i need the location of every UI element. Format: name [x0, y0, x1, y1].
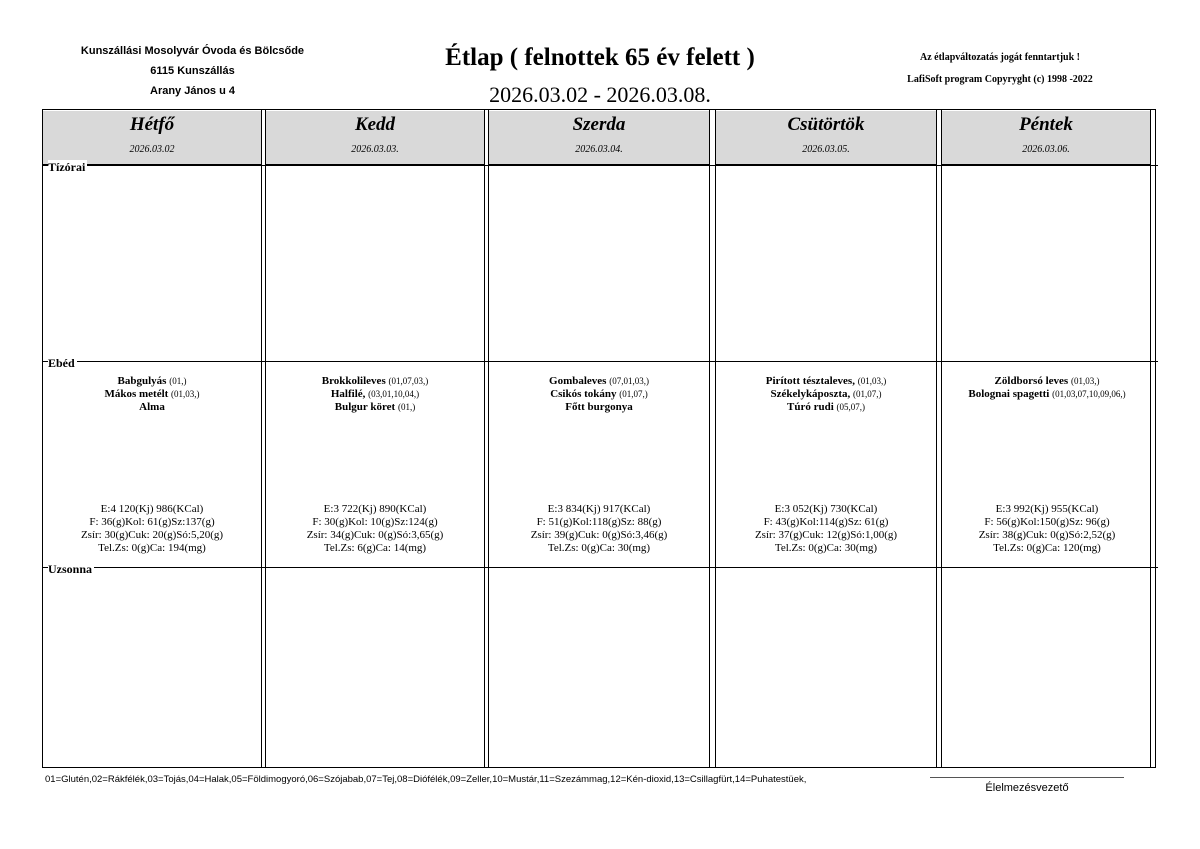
dish-item — [493, 375, 705, 388]
lunch-dishes — [944, 375, 1150, 401]
nutrition-info — [493, 503, 705, 555]
section-label-morning-snack: Tízórai — [48, 160, 86, 174]
dish-allergens: (01,03,) — [857, 376, 887, 386]
day-date: 2026.03.05. — [802, 144, 850, 155]
org-name: Kunszállási Mosolyvár Óvoda és Bölcsőde — [80, 45, 305, 57]
dish-allergens: (07,01,03,) — [609, 376, 649, 386]
nutrition-energy: E:3 834(Kj) 917(KCal) — [547, 503, 651, 515]
day-date: 2026.03.02 — [129, 144, 175, 155]
dish-item — [52, 388, 252, 401]
edge-mark — [1150, 325, 1151, 355]
dish-name: Mákos metélt — [104, 388, 169, 400]
day-date: 2026.03.06. — [1022, 144, 1070, 155]
dish-name: Csikós tokány — [550, 388, 617, 400]
menu-title: Étlap ( felnottek 65 év felett ) — [445, 44, 755, 71]
dish-name: Bolognai spagetti — [968, 388, 1050, 400]
dish-allergens: (01,07,) — [619, 389, 648, 399]
org-street: Arany János u 4 — [150, 85, 235, 97]
nutrition-energy: E:3 992(Kj) 955(KCal) — [995, 503, 1099, 515]
section-label-lunch: Ebéd — [48, 356, 75, 370]
day-date: 2026.03.03. — [351, 144, 399, 155]
dish-allergens: (01,) — [169, 376, 187, 386]
dish-allergens: (01,07,03,) — [388, 376, 429, 386]
dish-item — [720, 401, 932, 414]
dish-name: Főtt burgonya — [565, 401, 633, 413]
dish-name: Székelykáposzta, — [770, 388, 851, 400]
nutrition-fat: Zsír: 39(g)Cuk: 0(g)Só:3,46(g) — [530, 529, 668, 541]
nutrition-protein: F: 51(g)Kol:118(g)Sz: 88(g) — [536, 516, 662, 528]
day-name: Hétfő — [129, 114, 175, 135]
nutrition-energy: E:4 120(Kj) 986(KCal) — [100, 503, 204, 515]
nutrition-info — [944, 503, 1150, 555]
nutrition-calcium: Tel.Zs: 0(g)Ca: 120(mg) — [993, 542, 1101, 554]
nutrition-fat: Zsír: 30(g)Cuk: 20(g)Só:5,20(g) — [80, 529, 224, 541]
nutrition-info — [720, 503, 932, 555]
dish-item — [944, 388, 1150, 401]
section-divider — [42, 567, 1158, 568]
day-column-tuesday — [265, 110, 485, 767]
dish-name: Gombaleves — [549, 375, 607, 387]
dish-name: Pirított tésztaleves, — [765, 375, 855, 387]
nutrition-energy: E:3 722(Kj) 890(KCal) — [323, 503, 427, 515]
dish-allergens: (05,07,) — [836, 402, 865, 412]
dish-item — [52, 401, 252, 414]
dish-item — [493, 401, 705, 414]
lunch-dishes — [720, 375, 932, 414]
dish-item — [52, 375, 252, 388]
nutrition-calcium: Tel.Zs: 0(g)Ca: 194(mg) — [98, 542, 206, 554]
day-column-monday — [42, 110, 262, 767]
dish-name: Brokkolileves — [321, 375, 386, 387]
section-label-afternoon-snack: Uzsonna — [48, 562, 93, 576]
signature-line — [930, 777, 1124, 778]
nutrition-fat: Zsír: 38(g)Cuk: 0(g)Só:2,52(g) — [978, 529, 1116, 541]
dish-item — [270, 375, 480, 388]
nutrition-protein: F: 56(g)Kol:150(g)Sz: 96(g) — [984, 516, 1110, 528]
dish-item — [270, 401, 480, 414]
change-notice: Az étlapváltozatás jogát fenntartjuk ! — [920, 52, 1080, 63]
dish-allergens: (01,03,) — [1070, 376, 1100, 386]
allergen-legend: 01=Glutén,02=Rákfélék,03=Tojás,04=Halak,05=Földimogyoró,06=Szójabab,07=Tej,08=Diófélék,09=Zeller,10=Mustár,11=Szezámmag,12=Kén-dioxid,13=Csillagfürt,14=Puhatestüek, — [45, 774, 807, 785]
dish-allergens: (01,03,) — [171, 389, 200, 399]
day-name: Szerda — [572, 114, 626, 135]
copyright-note: LafiSoft program Copyryght (c) 1998 -2022 — [907, 74, 1093, 85]
section-divider — [42, 165, 1158, 166]
edge-mark — [1150, 720, 1151, 760]
nutrition-protein: F: 43(g)Kol:114(g)Sz: 61(g) — [763, 516, 889, 528]
day-date: 2026.03.04. — [575, 144, 623, 155]
edge-mark — [1150, 275, 1151, 315]
day-header — [942, 111, 1150, 165]
day-header — [716, 111, 936, 165]
day-name: Kedd — [354, 114, 396, 135]
nutrition-protein: F: 36(g)Kol: 61(g)Sz:137(g) — [89, 516, 215, 528]
nutrition-calcium: Tel.Zs: 0(g)Ca: 30(mg) — [774, 542, 878, 554]
lunch-dishes — [270, 375, 480, 414]
dish-allergens: (01,07,) — [853, 389, 882, 399]
dish-item — [720, 388, 932, 401]
day-name: Péntek — [1019, 114, 1073, 135]
dish-allergens: (01,) — [397, 402, 416, 412]
nutrition-calcium: Tel.Zs: 0(g)Ca: 30(mg) — [547, 542, 651, 554]
nutrition-info — [52, 503, 252, 555]
nutrition-fat: Zsír: 34(g)Cuk: 0(g)Só:3,65(g) — [306, 529, 444, 541]
day-column-friday — [941, 110, 1151, 767]
section-divider — [42, 361, 1158, 362]
lunch-dishes — [493, 375, 705, 414]
date-range: 2026.03.02 - 2026.03.08. — [489, 82, 711, 107]
day-header — [266, 111, 484, 165]
dish-item — [944, 375, 1150, 388]
dish-allergens: (01,03,07,10,09,06,) — [1052, 389, 1126, 399]
nutrition-calcium: Tel.Zs: 6(g)Ca: 14(mg) — [323, 542, 427, 554]
dish-name: Zöldborsó leves — [994, 375, 1069, 387]
org-zip-city: 6115 Kunszállás — [150, 65, 235, 77]
day-column-wednesday — [488, 110, 710, 767]
dish-name: Babgulyás — [117, 375, 167, 387]
nutrition-info — [270, 503, 480, 555]
dish-name: Bulgur köret — [334, 401, 396, 413]
dish-item — [493, 388, 705, 401]
nutrition-protein: F: 30(g)Kol: 10(g)Sz:124(g) — [312, 516, 438, 528]
lunch-dishes — [52, 375, 252, 414]
dish-item — [270, 388, 480, 401]
dish-name: Halfilé, — [330, 388, 366, 400]
dish-item — [720, 375, 932, 388]
dish-name: Túró rudi — [786, 401, 834, 413]
day-header — [489, 111, 709, 165]
nutrition-fat: Zsír: 37(g)Cuk: 12(g)Só:1,00(g) — [754, 529, 898, 541]
day-name: Csütörtök — [787, 114, 865, 135]
nutrition-energy: E:3 052(Kj) 730(KCal) — [774, 503, 878, 515]
day-header — [43, 111, 261, 165]
day-column-thursday — [715, 110, 937, 767]
dish-name: Alma — [139, 401, 165, 413]
signature-label: Élelmezésvezető — [985, 782, 1069, 794]
dish-allergens: (03,01,10,04,) — [368, 389, 420, 399]
